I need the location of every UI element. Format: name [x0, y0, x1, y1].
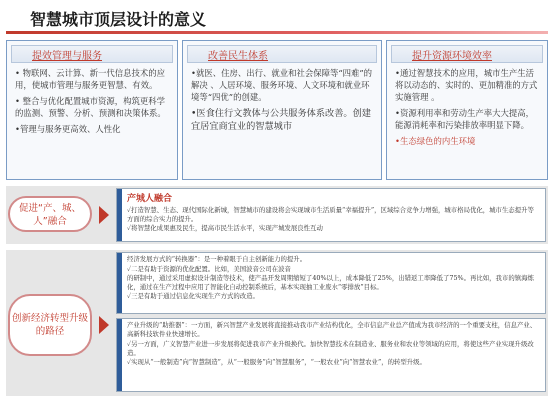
- panel-line: 的研制中，通过采用虚拟设计制造等技术，使产品开发周期缩短了40%以上，成本降低了25%，出错返工率降低了75%。再比如，我市的镇海炼化，通过在生产过程中应用了智能化自动控制系统后，基本实现抽工业废水“零排放”目标。: [127, 274, 534, 291]
- box-item: •通过智慧技术的应用，城市生产生活将以动态的、实时的、更加精准的方式实施管理 。: [395, 68, 538, 102]
- panel-line: ✓打造智慧、生态、现代国际化新城，智慧城市的建设将会实现城市生活质量“幸福提升”，区域综合竞争力增强，城市格局优化，城市生态提升等方面的综合实力的提升。: [127, 206, 534, 223]
- panel-line: [127, 265, 539, 274]
- box-item: •管理与服务更高效、人性化: [15, 124, 121, 134]
- panel-economy-transformer: [116, 252, 546, 314]
- box-header: [187, 45, 377, 63]
- section-pill: 创新经济转型升级的路径: [8, 294, 92, 356]
- box-header-label: 提效管理与服务: [32, 51, 102, 62]
- box-item: •就医、住房、出行、就业和社会保障等“四难”的解决 、人居环境、服务环境、人文环境和就业环境等“四优”的创建。: [191, 68, 373, 102]
- panel-line: ✓将智慧化成果惠及民生，提高市民生活水平，实现产城发展良性互动: [127, 224, 323, 232]
- box-livelihood: [182, 40, 382, 180]
- box-resource-efficiency: [386, 40, 548, 180]
- panel-title: 产城人融合: [127, 194, 173, 204]
- box-item: • 物联网、云计算、新一代信息技术的应用，使城市管理与服务更智慧、有效。: [15, 68, 165, 90]
- section-pill: 促进“产、城、人”融合: [8, 196, 92, 232]
- panel-line: ✓另一方面，广义智慧产业进一步发展将促进我市产业升级换代。加快智慧技术在制造业、服务业和农业等领域的应用，将使这些产业实现升级改造。: [127, 340, 534, 357]
- panel-accent-bar: [117, 189, 122, 241]
- arrow-right-icon: [99, 206, 109, 224]
- box-item: •医食住行文教体与公共服务体系改善。创建宜居宜商宜业的智慧城市: [191, 108, 371, 132]
- arrow-right-icon: [99, 316, 109, 334]
- box-item: • 整合与优化配置城市资源，构筑更科学的监测、预警、分析、预测和决策体系。: [15, 96, 166, 118]
- panel-accent-bar: [117, 319, 122, 391]
- panel-industry-booster: [116, 318, 546, 392]
- panel-line-text: ✓二是有助于资源的优化配置。比如，美国波音公司在波音: [127, 265, 291, 273]
- panel-industry-city-people: [116, 188, 546, 242]
- box-item: •资源利用率和劳动生产率大大提高，能源消耗率和污染排放率明显下降。: [395, 108, 534, 130]
- panel-line: ✓三是有助于通过信息化实现生产方式的改造。: [127, 292, 259, 300]
- title-underline: [6, 31, 548, 34]
- box-header: [391, 45, 543, 63]
- box-header-label: 改善民生体系: [208, 51, 268, 62]
- panel-line: ✓实现从“一般制造”向“智慧制造”，从“一般服务”向“智慧服务”，“一般农业”向“智慧农业”，的转型升级。: [127, 358, 426, 366]
- box-item-accent: •生态绿色的内生环境: [395, 136, 476, 146]
- page-title: 智慧城市顶层设计的意义: [30, 10, 207, 29]
- panel-title: 经济发展方式的“转换器”：是一种着眼于自主创新能力的提升。: [127, 255, 307, 263]
- box-management-service: [6, 40, 178, 180]
- box-header-label: 提升资源环境效率: [412, 51, 492, 62]
- panel-title: 产业升级的“助推器”：一方面，新兴智慧产业发展将直接推动我市产业结构优化，全市信息产业总产值成为我市经济的一个重要支柱，信息产业、高新科技软件业快速增长。: [127, 321, 537, 338]
- panel-accent-bar: [117, 253, 122, 313]
- box-header: [11, 45, 173, 63]
